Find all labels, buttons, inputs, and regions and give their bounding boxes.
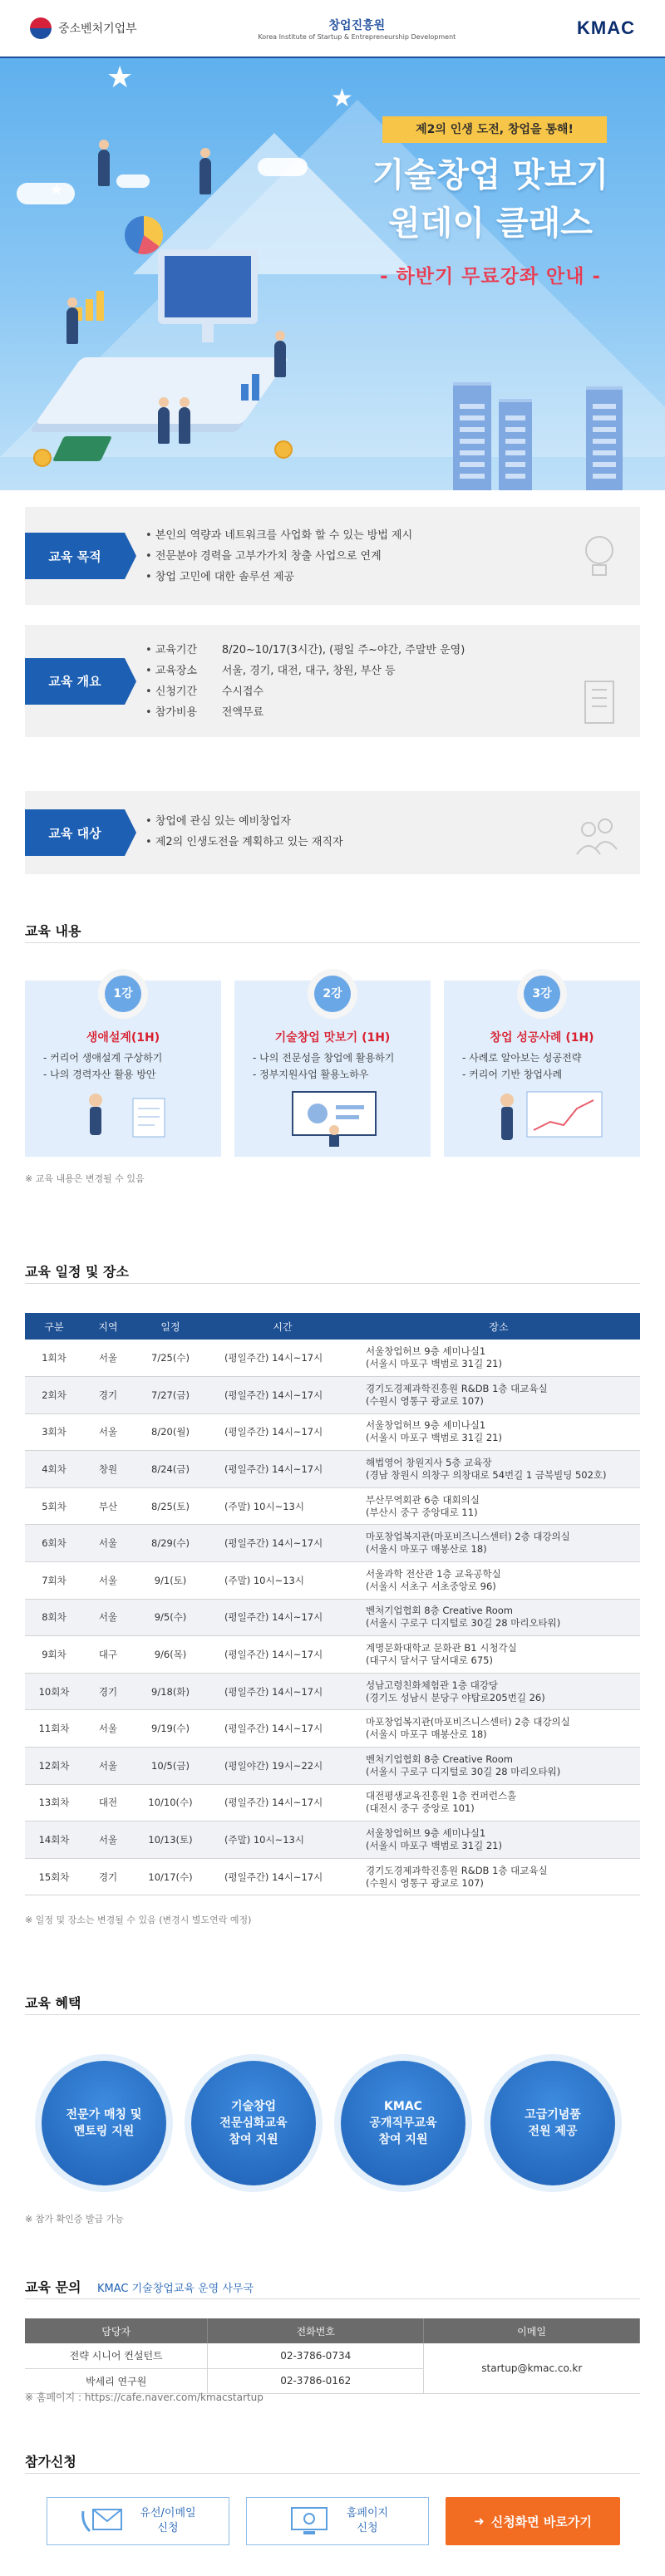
hero-badge: 제2의 인생 도전, 창업을 통해! xyxy=(382,116,607,143)
course-number-circle xyxy=(517,969,567,1019)
table-row xyxy=(25,1340,640,1377)
benefit-circle xyxy=(42,2061,166,2185)
column-header: 지역 xyxy=(83,1313,133,1340)
purpose-list xyxy=(145,525,412,587)
hero-title-line1: 기술창업 맛보기 xyxy=(372,156,609,194)
place-address: (부산시 중구 중앙대로 11) xyxy=(366,1506,478,1518)
schedule-date: 10/10(수) xyxy=(133,1784,208,1821)
schedule-no: 13회차 xyxy=(25,1784,83,1821)
place-name: 해법영어 창원지사 5층 교육장 xyxy=(366,1457,492,1469)
schedule-place xyxy=(357,1413,640,1451)
overview-key: • 교육장소 xyxy=(155,665,198,677)
place-address: (서울시 구로구 디지털로 30길 28 마리오타워) xyxy=(366,1765,561,1777)
person-figure xyxy=(179,407,190,444)
column-header: 시간 xyxy=(208,1313,357,1340)
overview-key: • 참가비용 xyxy=(155,706,198,719)
place-address: (서울시 마포구 매봉산로 18) xyxy=(366,1728,487,1741)
schedule-time: (주말) 10시~13시 xyxy=(208,1562,357,1600)
schedule-date: 10/17(수) xyxy=(133,1858,208,1895)
schedule-time: (평일주간) 14시~17시 xyxy=(208,1377,357,1414)
list-item: • 창업에 관심 있는 예비창업자 xyxy=(145,811,343,832)
computer-icon xyxy=(287,2505,332,2538)
table-row xyxy=(25,1487,640,1525)
table-row xyxy=(25,1377,640,1414)
purpose-box xyxy=(25,507,640,605)
benefit-label: KMAC 공개직무교육 참여 지원 xyxy=(369,2100,437,2146)
schedule-region: 서울 xyxy=(83,1748,133,1785)
schedule-time: (평일주간) 14시~17시 xyxy=(208,1525,357,1562)
overview-row xyxy=(145,640,465,661)
overview-tag xyxy=(25,625,125,737)
column-header: 일정 xyxy=(133,1313,208,1340)
benefit-label: 전문가 매칭 및 멘토링 지원 xyxy=(66,2108,142,2138)
place-name: 경기도경제과학진흥원 R&DB 1층 대교육실 xyxy=(366,1864,548,1876)
divider xyxy=(25,2014,640,2015)
schedule-table xyxy=(25,1313,640,1895)
building-icon xyxy=(579,675,620,725)
contact-subtitle: KMAC 기술창업교육 운영 사무국 xyxy=(96,2283,254,2295)
list-item: • 전문분야 경력을 고부가가치 창출 사업으로 연계 xyxy=(145,546,412,567)
schedule-no: 12회차 xyxy=(25,1748,83,1785)
schedule-time: (평일주간) 14시~17시 xyxy=(208,1858,357,1895)
contact-title xyxy=(25,2277,254,2296)
table-row xyxy=(25,1821,640,1859)
course-line: - 커리어 기반 창업사례 xyxy=(462,1069,563,1080)
schedule-time: (평일주간) 14시~17시 xyxy=(208,1413,357,1451)
overview-box xyxy=(25,625,640,737)
apply-mail-button[interactable] xyxy=(47,2497,229,2545)
apply-mail-label: 유선/이메일 신청 xyxy=(140,2507,196,2534)
schedule-time: (평일주간) 14시~17시 xyxy=(208,1784,357,1821)
schedule-date: 7/27(금) xyxy=(133,1377,208,1414)
schedule-time: (평일주간) 14시~17시 xyxy=(208,1673,357,1710)
overview-row xyxy=(145,702,465,723)
table-row xyxy=(25,1413,640,1451)
schedule-region: 대구 xyxy=(83,1636,133,1674)
schedule-note: ※ 일정 및 장소는 변경될 수 있음 (변경시 별도연락 예정) xyxy=(25,1915,252,1925)
cloud-shape xyxy=(17,183,75,204)
site-header xyxy=(0,0,665,58)
purpose-label: 교육 목적 xyxy=(25,533,125,579)
schedule-place xyxy=(357,1340,640,1377)
schedule-region: 경기 xyxy=(83,1673,133,1710)
person-figure xyxy=(66,307,78,344)
star-icon: ★ xyxy=(331,84,353,113)
bar-chart-icon xyxy=(241,374,259,401)
course-line: - 나의 경력자산 활용 방안 xyxy=(43,1069,156,1080)
schedule-place xyxy=(357,1525,640,1562)
contact-phone[interactable]: 02-3786-0734 xyxy=(208,2343,424,2368)
schedule-date: 7/25(수) xyxy=(133,1340,208,1377)
apply-go-label: 신청화면 바로가기 xyxy=(490,2514,592,2529)
column-header: 장소 xyxy=(357,1313,640,1340)
target-tag xyxy=(25,791,125,874)
benefit-circle xyxy=(191,2061,316,2185)
star-icon: ★ xyxy=(106,61,134,95)
column-header: 담당자 xyxy=(25,2318,208,2343)
gov-logo[interactable] xyxy=(30,17,137,39)
apply-go-button[interactable] xyxy=(446,2497,620,2545)
benefits-note: ※ 참가 확인증 발급 가능 xyxy=(25,2214,124,2225)
schedule-place xyxy=(357,1673,640,1710)
table-row xyxy=(25,1673,640,1710)
schedule-region: 경기 xyxy=(83,1858,133,1895)
place-address: (서울시 마포구 백범로 31길 21) xyxy=(366,1358,502,1370)
overview-row xyxy=(145,681,465,702)
kmac-logo[interactable]: KMAC xyxy=(576,17,635,38)
divider xyxy=(25,2473,640,2474)
phone-mail-icon xyxy=(80,2505,125,2538)
schedule-date: 9/18(화) xyxy=(133,1673,208,1710)
course-number: 2강 xyxy=(314,976,351,1012)
schedule-no: 7회차 xyxy=(25,1562,83,1600)
place-name: 경기도경제과학진흥원 R&DB 1층 대교육실 xyxy=(366,1382,548,1394)
schedule-time: (평일주간) 14시~17시 xyxy=(208,1451,357,1488)
schedule-date: 9/1(토) xyxy=(133,1562,208,1600)
schedule-title: 교육 일정 및 장소 xyxy=(25,1264,129,1280)
overview-label: 교육 개요 xyxy=(25,658,125,705)
schedule-time: (주말) 10시~13시 xyxy=(208,1821,357,1859)
overview-value: 서울, 경기, 대전, 대구, 창원, 부산 등 xyxy=(221,665,396,677)
place-name: 서울과학 전산관 1층 교육공학실 xyxy=(366,1567,501,1580)
place-name: 벤처기업협회 8층 Creative Room xyxy=(366,1753,514,1765)
table-row xyxy=(25,1636,640,1674)
table-header-row xyxy=(25,1313,640,1340)
place-name: 대전평생교육진흥원 1층 컨퍼런스홀 xyxy=(366,1790,517,1802)
place-address: (대구시 달서구 달서대로 675) xyxy=(366,1654,493,1667)
overview-key: • 신청기간 xyxy=(155,686,198,698)
overview-value: 전액무료 xyxy=(221,706,264,719)
place-address: (서울시 서초구 서초중앙로 96) xyxy=(366,1580,496,1592)
course-card xyxy=(25,981,221,1157)
target-label: 교육 대상 xyxy=(25,809,125,856)
course-card xyxy=(444,981,640,1157)
star-icon: ★ xyxy=(50,181,64,199)
hero-title xyxy=(332,151,648,248)
building-shape xyxy=(453,382,491,490)
schedule-time: (평일주간) 14시~17시 xyxy=(208,1599,357,1636)
schedule-place xyxy=(357,1858,640,1895)
overview-value: 8/20~10/17(3시간), (평일 주~야간, 주말반 운영) xyxy=(221,644,466,656)
content-note: ※ 교육 내용은 변경될 수 있음 xyxy=(25,1173,145,1184)
contact-name: 박세리 연구원 xyxy=(25,2368,208,2393)
schedule-region: 서울 xyxy=(83,1340,133,1377)
schedule-body xyxy=(25,1340,640,1895)
place-name: 계명문화대학교 문화관 B1 시청각실 xyxy=(366,1642,517,1654)
schedule-time: (주말) 10시~13시 xyxy=(208,1487,357,1525)
monitor-illustration xyxy=(158,249,258,324)
cloud-shape xyxy=(116,175,150,188)
place-name: 벤처기업협회 8층 Creative Room xyxy=(366,1605,514,1617)
course-number: 3강 xyxy=(524,976,560,1012)
list-item: • 본인의 역량과 네트워크를 사업화 할 수 있는 방법 제시 xyxy=(145,525,412,546)
target-box xyxy=(25,791,640,874)
place-address: (경남 창원시 의창구 의창대로 54번길 1 금북빌딩 502호) xyxy=(366,1469,607,1482)
center-logo-text: 창업진흥원 xyxy=(328,18,386,32)
schedule-no: 3회차 xyxy=(25,1413,83,1451)
pie-chart-icon xyxy=(125,216,163,254)
schedule-date: 8/20(월) xyxy=(133,1413,208,1451)
content-title: 교육 내용 xyxy=(25,923,81,939)
schedule-date: 9/19(수) xyxy=(133,1710,208,1748)
place-name: 마포창업복지관(마포비즈니스센터) 2층 대강의실 xyxy=(366,1716,570,1728)
schedule-no: 10회차 xyxy=(25,1673,83,1710)
career-planning-illustration xyxy=(58,1089,191,1147)
course-title: 생애설계(1H) xyxy=(86,1031,160,1045)
schedule-place xyxy=(357,1636,640,1674)
place-address: (경기도 성남시 분당구 야탑로205번길 26) xyxy=(366,1691,545,1703)
course-number-circle xyxy=(98,969,148,1019)
schedule-place xyxy=(357,1821,640,1859)
contact-table xyxy=(25,2318,640,2394)
course-title: 기술창업 맛보기 (1H) xyxy=(274,1031,391,1045)
schedule-no: 5회차 xyxy=(25,1487,83,1525)
arrow-right-icon: ➜ xyxy=(474,2514,485,2529)
place-address: (수원시 영통구 광교로 107) xyxy=(366,1876,484,1889)
table-row xyxy=(25,1525,640,1562)
table-row xyxy=(25,1710,640,1748)
person-figure xyxy=(158,407,170,444)
schedule-no: 15회차 xyxy=(25,1858,83,1895)
success-chart-illustration xyxy=(477,1089,610,1147)
place-address: (서울시 마포구 백범로 31길 21) xyxy=(366,1840,502,1852)
schedule-time: (평일주간) 14시~17시 xyxy=(208,1710,357,1748)
taegeuk-icon xyxy=(30,17,52,39)
schedule-place xyxy=(357,1784,640,1821)
schedule-date: 10/13(토) xyxy=(133,1821,208,1859)
table-row xyxy=(25,1451,640,1488)
schedule-region: 대전 xyxy=(83,1784,133,1821)
cloud-shape xyxy=(258,158,308,176)
place-name: 서울창업허브 9층 세미나실1 xyxy=(366,1827,486,1840)
contact-title-text: 교육 문의 xyxy=(25,2279,81,2295)
schedule-region: 서울 xyxy=(83,1562,133,1600)
schedule-place xyxy=(357,1748,640,1785)
schedule-place xyxy=(357,1562,640,1600)
place-address: (서울시 마포구 매봉산로 18) xyxy=(366,1543,487,1556)
place-name: 마포창업복지관(마포비즈니스센터) 2층 대강의실 xyxy=(366,1531,570,1543)
people-icon xyxy=(574,816,620,858)
divider xyxy=(25,1283,640,1284)
startup-monitor-illustration xyxy=(268,1089,401,1147)
schedule-region: 서울 xyxy=(83,1413,133,1451)
center-logo[interactable] xyxy=(258,17,456,41)
column-header: 전화번호 xyxy=(208,2318,424,2343)
table-row xyxy=(25,1599,640,1636)
person-figure xyxy=(98,150,110,186)
apply-web-label: 홈페이지 신청 xyxy=(346,2507,389,2534)
lightbulb-icon xyxy=(579,532,620,582)
schedule-time: (평일야간) 19시~22시 xyxy=(208,1748,357,1785)
schedule-place xyxy=(357,1487,640,1525)
schedule-date: 8/25(토) xyxy=(133,1487,208,1525)
purpose-tag xyxy=(25,507,125,605)
benefit-circle xyxy=(490,2061,615,2185)
course-title: 창업 성공사례 (1H) xyxy=(490,1031,594,1045)
course-number-circle xyxy=(308,969,357,1019)
hero-title-line2: 원데이 클래스 xyxy=(388,204,593,243)
coin-icon xyxy=(274,440,293,459)
place-name: 서울창업허브 9층 세미나실1 xyxy=(366,1419,486,1432)
schedule-no: 11회차 xyxy=(25,1710,83,1748)
building-shape xyxy=(586,386,623,490)
contact-phone[interactable]: 02-3786-0162 xyxy=(208,2368,424,2393)
person-figure xyxy=(200,158,211,194)
benefit-label: 기술창업 전문심화교육 참여 지원 xyxy=(219,2100,288,2146)
benefit-circle xyxy=(341,2061,466,2185)
benefit-label: 고급기념품 전원 제공 xyxy=(525,2108,581,2138)
course-line: - 사례로 알아보는 성공전략 xyxy=(462,1052,582,1064)
divider xyxy=(25,942,640,943)
homepage-link[interactable]: ※ 홈페이지 : https://cafe.naver.com/kmacstartup xyxy=(25,2392,264,2403)
overview-row xyxy=(145,661,465,681)
contact-email[interactable]: startup@kmac.co.kr xyxy=(424,2343,640,2393)
column-header: 구분 xyxy=(25,1313,83,1340)
table-row xyxy=(25,2343,640,2368)
hero-banner xyxy=(0,58,665,490)
schedule-no: 1회차 xyxy=(25,1340,83,1377)
course-card xyxy=(234,981,431,1157)
list-item: • 제2의 인생도전을 계획하고 있는 재직자 xyxy=(145,832,343,853)
building-shape xyxy=(499,399,532,490)
schedule-date: 8/29(수) xyxy=(133,1525,208,1562)
schedule-time: (평일주간) 14시~17시 xyxy=(208,1340,357,1377)
schedule-region: 서울 xyxy=(83,1821,133,1859)
course-line: - 커리어 생애설계 구상하기 xyxy=(43,1052,163,1064)
schedule-region: 부산 xyxy=(83,1487,133,1525)
schedule-no: 9회차 xyxy=(25,1636,83,1674)
hero-subtitle: - 하반기 무료강좌 안내 - xyxy=(379,266,602,288)
list-item: • 창업 고민에 대한 솔루션 제공 xyxy=(145,567,412,587)
schedule-no: 4회차 xyxy=(25,1451,83,1488)
schedule-region: 경기 xyxy=(83,1377,133,1414)
course-line: - 정부지원사업 활용노하우 xyxy=(253,1069,369,1080)
schedule-place xyxy=(357,1377,640,1414)
coin-icon xyxy=(33,449,52,467)
schedule-place xyxy=(357,1710,640,1748)
overview-list xyxy=(145,640,465,723)
table-header-row xyxy=(25,2318,640,2343)
place-name: 부산무역회관 6층 대회의실 xyxy=(366,1493,480,1506)
table-row xyxy=(25,1784,640,1821)
money-icon xyxy=(52,436,112,461)
overview-value: 수시접수 xyxy=(221,686,264,698)
schedule-no: 14회차 xyxy=(25,1821,83,1859)
benefits-title: 교육 혜택 xyxy=(25,1995,81,2011)
schedule-region: 창원 xyxy=(83,1451,133,1488)
target-list xyxy=(145,811,343,853)
contact-name: 전략 시니어 컨설턴트 xyxy=(25,2343,208,2368)
schedule-date: 10/5(금) xyxy=(133,1748,208,1785)
schedule-place xyxy=(357,1599,640,1636)
schedule-date: 8/24(금) xyxy=(133,1451,208,1488)
schedule-place xyxy=(357,1451,640,1488)
course-number: 1강 xyxy=(105,976,141,1012)
schedule-region: 서울 xyxy=(83,1599,133,1636)
schedule-time: (평일주간) 14시~17시 xyxy=(208,1636,357,1674)
apply-web-button[interactable] xyxy=(246,2497,429,2545)
schedule-date: 9/6(목) xyxy=(133,1636,208,1674)
center-logo-sub: Korea Institute of Startup & Entrepreneurship Development xyxy=(258,32,456,41)
place-name: 성남고령친화체험관 1층 대강당 xyxy=(366,1679,499,1691)
schedule-no: 6회차 xyxy=(25,1525,83,1562)
place-address: (수원시 영통구 광교로 107) xyxy=(366,1394,484,1407)
bar-chart-icon xyxy=(75,291,104,321)
schedule-region: 서울 xyxy=(83,1710,133,1748)
place-name: 서울창업허브 9층 세미나실1 xyxy=(366,1345,486,1358)
course-line: - 나의 전문성을 창업에 활용하기 xyxy=(253,1052,395,1064)
schedule-no: 8회차 xyxy=(25,1599,83,1636)
divider xyxy=(25,2298,640,2299)
table-row xyxy=(25,1858,640,1895)
place-address: (서울시 구로구 디지털로 30길 28 마리오타워) xyxy=(366,1617,561,1630)
gov-logo-text: 중소벤처기업부 xyxy=(58,22,137,36)
schedule-no: 2회차 xyxy=(25,1377,83,1414)
table-row xyxy=(25,1748,640,1785)
overview-key: • 교육기간 xyxy=(155,644,198,656)
schedule-region: 서울 xyxy=(83,1525,133,1562)
place-address: (서울시 마포구 백범로 31길 21) xyxy=(366,1432,502,1444)
column-header: 이메일 xyxy=(424,2318,640,2343)
apply-title: 참가신청 xyxy=(25,2454,76,2470)
place-address: (대전시 중구 중앙로 101) xyxy=(366,1802,475,1815)
table-row xyxy=(25,1562,640,1600)
person-figure xyxy=(274,341,286,377)
schedule-date: 9/5(수) xyxy=(133,1599,208,1636)
